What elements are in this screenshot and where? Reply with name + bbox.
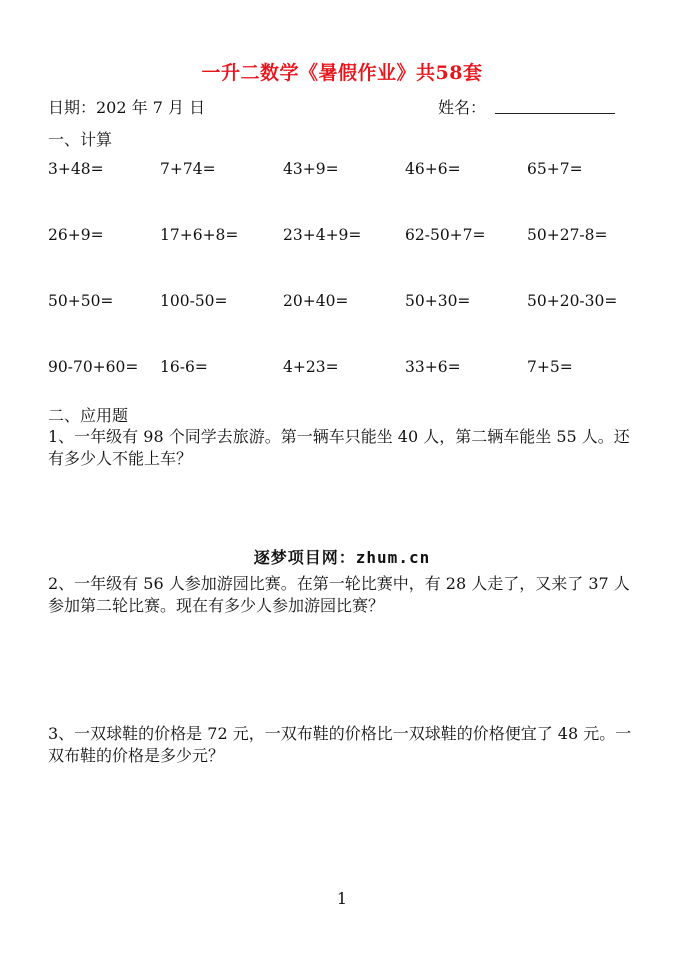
page-number: 1: [336, 889, 348, 908]
calc-item: 46+6=: [405, 160, 461, 178]
calc-item: 50+20-30=: [527, 292, 618, 310]
calc-item: 90-70+60=: [48, 358, 139, 376]
calc-item: 7+74=: [160, 160, 216, 178]
calc-item: 50+50=: [48, 292, 114, 310]
calc-item: 20+40=: [283, 292, 349, 310]
calc-item: 7+5=: [527, 358, 573, 376]
calc-item: 50+30=: [405, 292, 471, 310]
calc-item: 100-50=: [160, 292, 228, 310]
calc-row-1: [0, 160, 684, 182]
calc-item: 17+6+8=: [160, 226, 239, 244]
word-problem-2: 2、一年级有 56 人参加游园比赛。在第一轮比赛中，有 28 人走了，又来了 37 人参加第二轮比赛。现在有多少人参加游园比赛？: [48, 574, 630, 615]
calc-item: 3+48=: [48, 160, 104, 178]
calc-item: 26+9=: [48, 226, 104, 244]
calc-row-4: [0, 358, 684, 380]
name-blank-line: [495, 113, 615, 114]
calc-section-heading: 一、计算: [48, 130, 113, 149]
calc-item: 43+9=: [283, 160, 339, 178]
date-field-label: 日期：202 年 7 月 日: [48, 98, 206, 117]
calc-item: 16-6=: [160, 358, 208, 376]
word-problem-3: 3、一双球鞋的价格是 72 元，一双布鞋的价格比一双球鞋的价格便宜了 48 元。一双布鞋的价格是多少元？: [48, 724, 632, 765]
calc-row-2: [0, 226, 684, 248]
watermark-text: 逐梦项目网：zhum.cn: [253, 548, 431, 567]
calc-item: 62-50+7=: [405, 226, 486, 244]
calc-item: 65+7=: [527, 160, 583, 178]
word-problem-1: 1、一年级有 98 个同学去旅游。第一辆车只能坐 40 人，第二辆车能坐 55 人。还有多少人不能上车？: [48, 427, 630, 468]
calc-item: 33+6=: [405, 358, 461, 376]
name-field-label: 姓名：: [438, 98, 487, 117]
calc-item: 23+4+9=: [283, 226, 362, 244]
worksheet-title: 一升二数学《暑假作业》共58套: [201, 62, 483, 84]
calc-row-3: [0, 292, 684, 314]
calc-item: 50+27-8=: [527, 226, 608, 244]
calc-item: 4+23=: [283, 358, 339, 376]
word-problems-heading: 二、应用题: [48, 406, 129, 425]
